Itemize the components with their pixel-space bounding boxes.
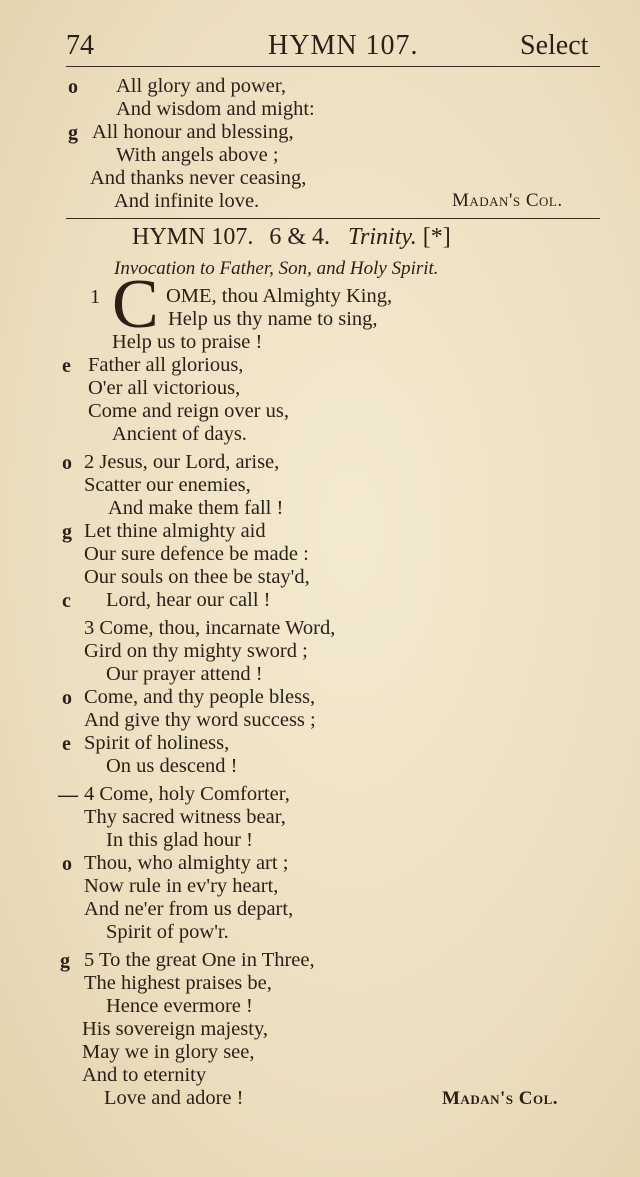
- verse-line: Help us to praise !: [112, 331, 263, 353]
- running-title: HYMN 107.: [268, 30, 419, 61]
- page-number: 74: [66, 30, 94, 61]
- dynamic-mark: g: [60, 950, 70, 972]
- verse-line: 3 Come, thou, incarnate Word,: [84, 617, 336, 639]
- dynamic-mark: o: [62, 687, 72, 709]
- verse-line: And ne'er from us depart,: [84, 898, 294, 920]
- verse-line: Thou, who almighty art ;: [84, 852, 289, 874]
- section-title: Select: [520, 30, 589, 61]
- verse-line: Our sure defence be made :: [84, 543, 309, 565]
- verse-line: All glory and power,: [116, 75, 286, 97]
- verse-line: Now rule in ev'ry heart,: [84, 875, 279, 897]
- verse-line: Ancient of days.: [112, 423, 247, 445]
- stanza-number: 1: [90, 286, 101, 308]
- verse-line: Spirit of holiness,: [84, 732, 230, 754]
- dynamic-mark: o: [62, 853, 72, 875]
- author-credit: Madan's Col.: [442, 1088, 558, 1109]
- verse-line: Our souls on thee be stay'd,: [84, 566, 310, 588]
- dynamic-mark: g: [62, 521, 72, 543]
- author-credit: Madan's Col.: [452, 190, 563, 211]
- dynamic-mark: —: [58, 784, 78, 806]
- section-rule: [66, 218, 600, 219]
- verse-line: Lord, hear our call !: [106, 589, 271, 611]
- verse-line: Come, and thy people bless,: [84, 686, 316, 708]
- verse-line: Help us thy name to sing,: [168, 308, 378, 330]
- drop-cap: C: [112, 266, 159, 343]
- verse-line: And make them fall !: [108, 497, 284, 519]
- verse-line: Come and reign over us,: [88, 400, 289, 422]
- verse-line: Love and adore !: [104, 1087, 244, 1109]
- dynamic-mark: o: [68, 76, 78, 98]
- header-rule: [66, 66, 600, 67]
- verse-line: In this glad hour !: [106, 829, 253, 851]
- verse-line: And wisdom and might:: [116, 98, 315, 120]
- dynamic-mark: g: [68, 122, 78, 144]
- verse-line: O'er all victorious,: [88, 377, 241, 399]
- hymn-ref: [*]: [422, 224, 451, 250]
- verse-line: And give thy word success ;: [84, 709, 316, 731]
- dynamic-mark: o: [62, 452, 72, 474]
- verse-line: Let thine almighty aid: [84, 520, 266, 542]
- verse-line: The highest praises be,: [84, 972, 272, 994]
- hymn-meter: 6 & 4.: [269, 224, 331, 250]
- verse-line: His sovereign majesty,: [82, 1018, 268, 1040]
- verse-line: Thy sacred witness bear,: [84, 806, 286, 828]
- dynamic-mark: c: [62, 590, 71, 612]
- verse-line: Our prayer attend !: [106, 663, 263, 685]
- hymn-number: HYMN 107.: [132, 224, 254, 250]
- verse-line: OME, thou Almighty King,: [166, 285, 393, 307]
- hymn-heading: [132, 224, 451, 251]
- verse-line: 5 To the great One in Three,: [84, 949, 315, 971]
- verse-line: 4 Come, holy Comforter,: [84, 783, 290, 805]
- verse-line: Spirit of pow'r.: [106, 921, 229, 943]
- verse-line: On us descend !: [106, 755, 238, 777]
- dynamic-mark: e: [62, 355, 71, 377]
- hymn-tune: Trinity.: [348, 224, 417, 250]
- verse-line: And thanks never ceasing,: [90, 167, 307, 189]
- verse-line: Gird on thy mighty sword ;: [84, 640, 308, 662]
- verse-line: And to eternity: [82, 1064, 207, 1086]
- dynamic-mark: e: [62, 733, 71, 755]
- verse-line: All honour and blessing,: [92, 121, 294, 143]
- verse-line: May we in glory see,: [82, 1041, 255, 1063]
- hymn-subtitle: Invocation to Father, Son, and Holy Spirit.: [114, 258, 439, 279]
- verse-line: Hence evermore !: [106, 995, 253, 1017]
- verse-line: Father all glorious,: [88, 354, 244, 376]
- verse-line: Scatter our enemies,: [84, 474, 251, 496]
- verse-line: And infinite love.: [114, 190, 260, 212]
- verse-line: With angels above ;: [116, 144, 279, 166]
- verse-line: 2 Jesus, our Lord, arise,: [84, 451, 280, 473]
